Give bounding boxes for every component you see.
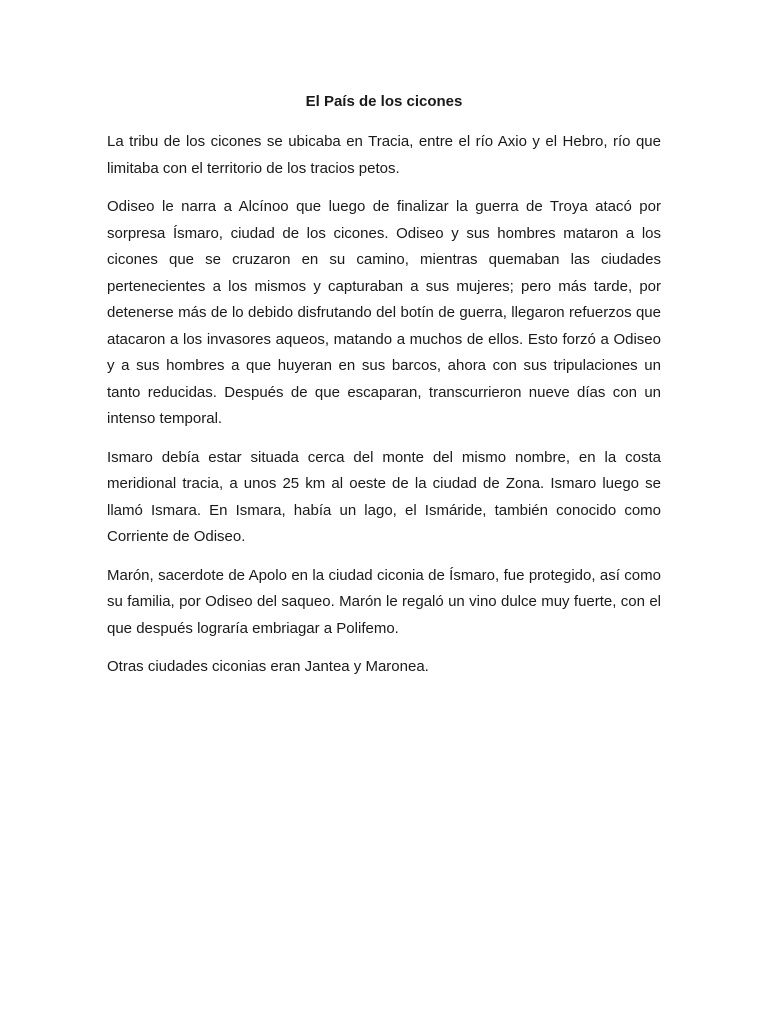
document-body [107,92,661,693]
paragraph-other-cities: Otras ciudades ciconias eran Jantea y Maronea. [107,658,429,675]
paragraph-intro: La tribu de los cicones se ubicaba en Tracia, entre el río Axio y el Hebro, río que limitaba con el territorio de los tracios petos. [107,133,661,177]
paragraph-maron: Marón, sacerdote de Apolo en la ciudad ciconia de Ísmaro, fue protegido, así como su familia, por Odiseo del saqueo. Marón le regaló un vino dulce muy fuerte, con el que después lograría embriagar a Polifemo. [107,566,661,637]
paragraph-ismaro-location: Ismaro debía estar situada cerca del monte del mismo nombre, en la costa meridional tracia, a unos 25 km al oeste de la ciudad de Zona. Ismaro luego se llamó Ismara. En Ismara, había un lago, el Ismáride, también conocido como Corriente de Odiseo. [107,448,661,545]
document-title: El País de los cicones [305,93,463,110]
paragraph-odiseo-attack: Odiseo le narra a Alcínoo que luego de finalizar la guerra de Troya atacó por sorpresa Ísmaro, ciudad de los cicones. Odiseo y sus hombres mataron a los cicones que se cruzaron en su camino, mientras quemaban las ciudades pertenecientes a los mismos y capturaban a sus mujeres; pero más tarde, por detenerse más de lo debido disfrutando del botín de guerra, llegaron refuerzos que atacaron a los invasores aqueos, matando a muchos de ellos. Esto forzó a Odiseo y a sus hombres a que huyeran en sus barcos, ahora con sus tripulaciones un tanto reducidas. Después de que escaparan, transcurrieron nueve días con un intenso temporal. [107,198,661,427]
